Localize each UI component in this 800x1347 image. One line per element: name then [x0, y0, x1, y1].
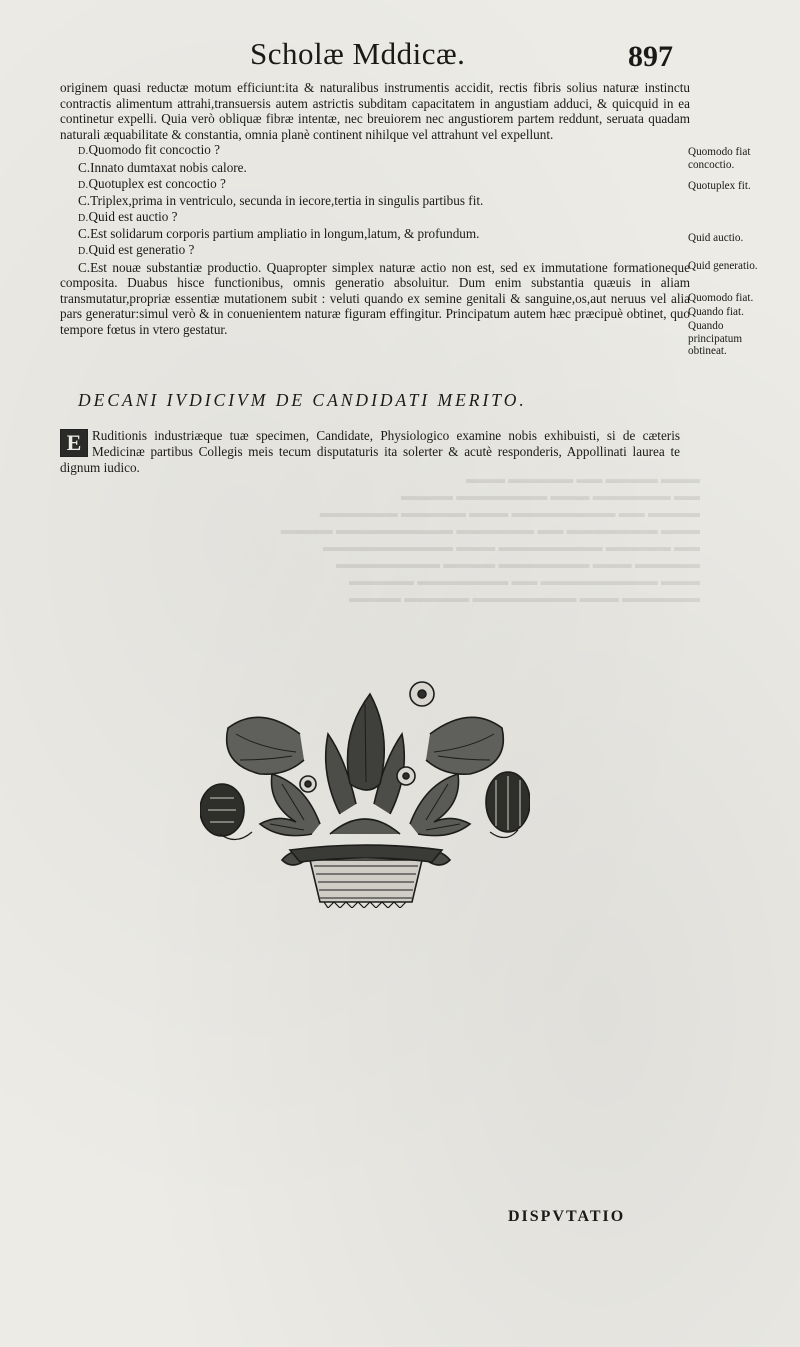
margin-note: Quando fiat. — [688, 306, 744, 318]
running-head — [0, 32, 800, 80]
dialogue-text: Quotuplex est concoctio ? — [88, 175, 226, 191]
speaker-label: C. — [78, 193, 91, 209]
dialogue-text: Est solidarum corporis partium ampliatio in longum,latum, & profundum. — [90, 226, 480, 242]
running-title: Scholæ Mddicæ. — [250, 36, 466, 71]
flower-basket-woodcut-icon — [200, 664, 530, 908]
answer-line — [60, 260, 690, 338]
answer-line — [60, 160, 690, 176]
speaker-label: C. — [78, 226, 91, 242]
speaker-label: D. — [78, 245, 89, 257]
question-line — [60, 176, 690, 194]
margin-note: Quid generatio. — [688, 260, 758, 272]
speaker-label: D. — [78, 146, 89, 158]
answer-line — [60, 226, 690, 242]
dialogue-text: Quomodo fit concoctio ? — [88, 142, 221, 158]
drop-cap: E — [60, 429, 88, 457]
dialogue-text: Quid est generatio ? — [88, 241, 195, 257]
dialogue-text: Innato dumtaxat nobis calore. — [90, 159, 247, 175]
speaker-label: C. — [78, 259, 91, 275]
verdict-paragraph — [60, 428, 680, 476]
verdict-heading: DECANI IVDICIVM DE CANDIDATI MERITO. — [78, 390, 527, 410]
dialogue-text: Est nouæ substantiæ productio. Quapropter simplex naturæ actio non est, sed ex immutatione formationeque composita. Duabus hisce functionibus, omnis generatio absoluitur. Dum enim substantia quæuis in aliam transmutatur,propriæ essentiæ mutationem subit : veluti quando ex semine genitali & sanguine,os,aut neruus vel alia pars generatur:simul verò & in conuenientem naturæ figuram effingitur. Principatum autem hæc præcipuè obtinet, quo tempore fœtus in vtero gestatur. — [60, 259, 690, 337]
question-line — [60, 242, 690, 260]
question-line — [60, 142, 690, 160]
question-line — [60, 209, 690, 227]
margin-note: Quando principatum obtineat. — [688, 320, 743, 357]
main-text-block — [60, 80, 690, 338]
margin-note: Quotuplex fit. — [688, 180, 751, 192]
page-number: 897 — [628, 40, 673, 73]
show-through-text: ▬▬▬ ▬▬▬▬ ▬▬ ▬▬▬▬▬ ▬▬▬ ▬▬ ▬▬▬▬▬▬ ▬▬▬ ▬▬▬▬▬▬▬ ▬▬▬▬ ▬▬▬▬ ▬▬ ▬▬▬▬▬▬▬▬ ▬▬▬ ▬▬▬▬▬ ▬▬▬▬▬▬ ▬▬▬ ▬▬▬▬▬▬▬ ▬▬ ▬▬▬▬▬▬ ▬▬▬▬▬▬▬▬▬ ▬▬▬▬ ▬▬ ▬▬▬▬▬ ▬▬▬▬▬▬▬▬ ▬▬▬ ▬▬▬▬▬▬▬▬▬▬ ▬▬▬▬▬ ▬▬▬ ▬▬▬▬▬▬▬ ▬▬▬▬ ▬▬▬▬▬▬▬▬ ▬▬▬ ▬▬▬▬▬▬▬▬▬ ▬▬ ▬▬▬▬▬▬▬ ▬▬▬▬▬ ▬▬▬▬▬▬ ▬▬▬ ▬▬▬▬▬▬▬▬ ▬▬▬▬▬ ▬▬▬▬ — [280, 471, 700, 605]
dialogue-text: Quid est auctio ? — [88, 208, 178, 224]
speaker-label: D. — [78, 179, 89, 191]
verdict-text: Ruditionis industriæque tuæ specimen, Candidate, Physiologico examine nobis exhibuisti, si de cæteris Medicinæ partibus Collegis meis tecum disputaturis ita solerter & acutè responderis, Appollinati laurea te dignum iudico. — [60, 428, 680, 475]
intro-paragraph: originem quasi reductæ motum efficiunt:ita & naturalibus instrumentis accidit, rectis fibris solius naturæ instinctu contractis alimentum attrahi,transuersis autem astrictis subditam capacitatem in angustiam adduci, & quicquid in ea continetur expelli. Quia verò obliquæ fibræ intentæ, nec breuiorem nec angustiorem partem reddunt, seruata quadam naturali æquabilitate & constantia, omnia planè continent nihilque vel attrahunt vel expellunt. — [60, 80, 690, 142]
dialogue-text: Triplex,prima in ventriculo, secunda in iecore,tertia in singulis partibus fit. — [90, 193, 484, 209]
dialogue-list — [60, 142, 690, 337]
speaker-label: D. — [78, 212, 89, 224]
speaker-label: C. — [78, 159, 91, 175]
margin-note: Quomodo fiat. — [688, 292, 754, 304]
catchword: DISPVTATIO — [508, 1208, 626, 1225]
margin-note: Quid auctio. — [688, 232, 744, 244]
answer-line — [60, 193, 690, 209]
margin-note: Quomodo fiat concoctio. — [688, 146, 751, 171]
